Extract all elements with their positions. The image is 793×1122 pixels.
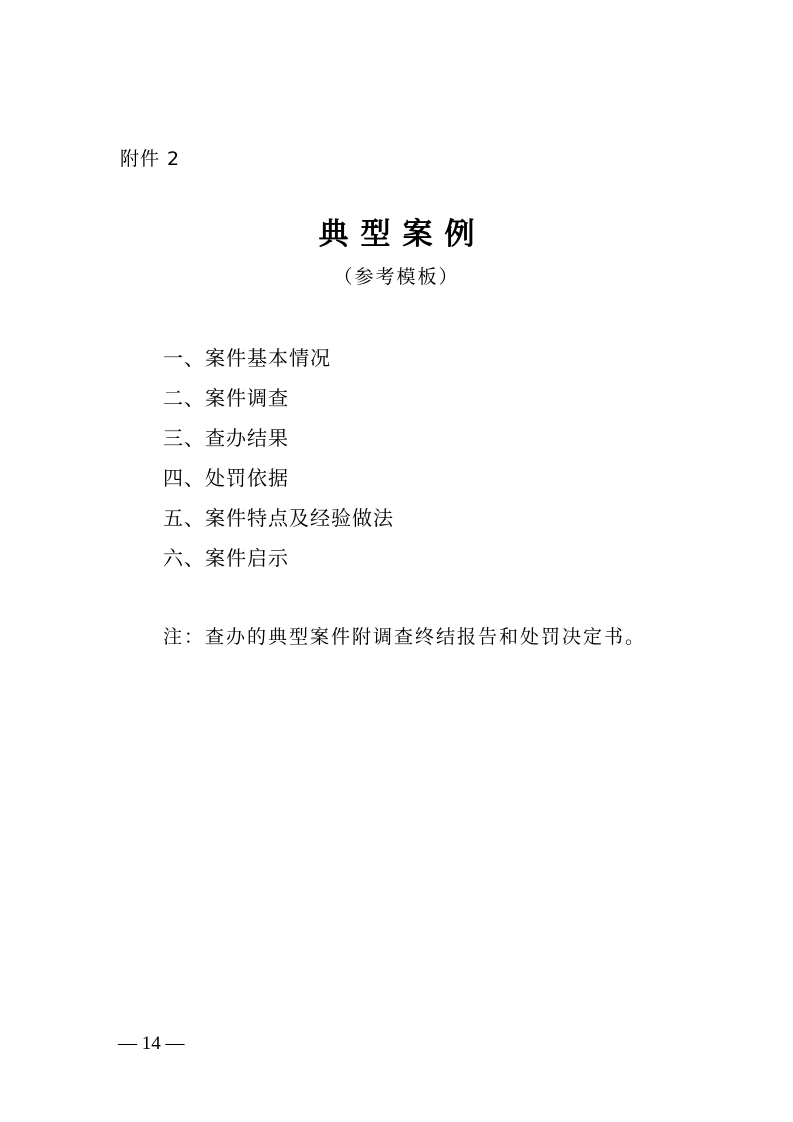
section-item: 六、案件启示 xyxy=(163,546,289,570)
section-item: 五、案件特点及经验做法 xyxy=(163,506,394,530)
section-item: 一、案件基本情况 xyxy=(163,346,331,370)
footnote: 注：查办的典型案件附调查终结报告和处罚决定书。 xyxy=(163,626,647,648)
document-subtitle: （参考模板） xyxy=(333,266,460,288)
page-number: — 14 — xyxy=(118,1033,185,1054)
section-item: 二、案件调查 xyxy=(163,386,289,410)
section-item: 三、查办结果 xyxy=(163,426,289,450)
section-item: 四、处罚依据 xyxy=(163,466,289,490)
document-title: 典型案例 xyxy=(318,217,487,252)
section-list xyxy=(163,343,394,583)
attachment-label: 附件 2 xyxy=(120,148,181,170)
